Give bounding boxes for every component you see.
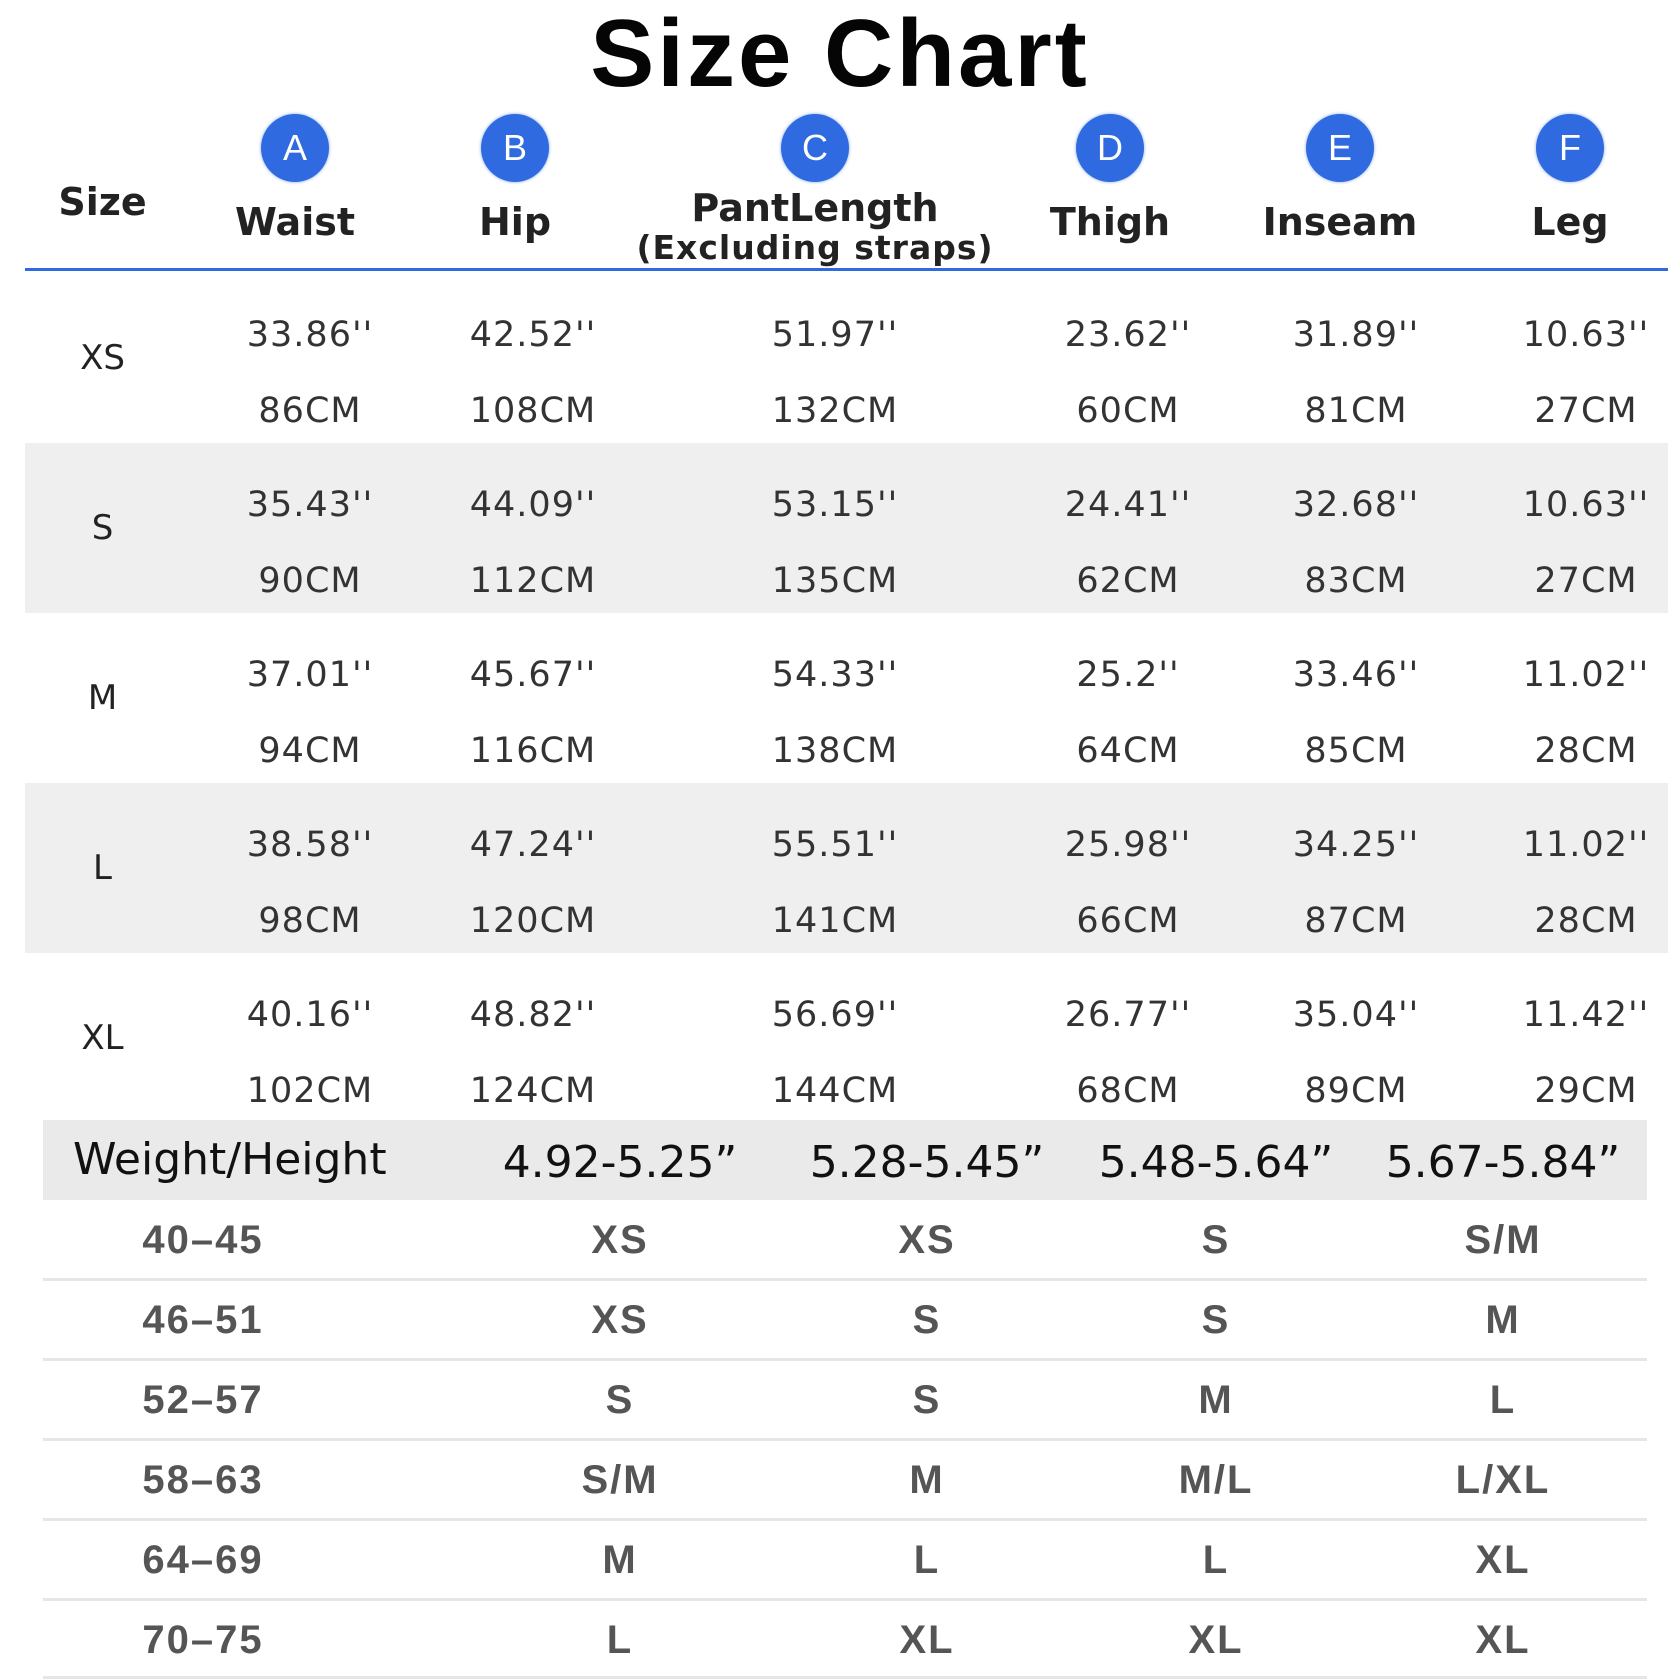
cm-value: 27CM [1534, 561, 1638, 601]
height-range-header: 5.28-5.45” [809, 1137, 1045, 1188]
inch-value: 37.01'' [246, 655, 374, 695]
column-label-inseam: Inseam [1262, 200, 1418, 244]
weight-row [43, 1440, 1647, 1520]
size-label: M [87, 678, 118, 718]
weight-range: 52–57 [142, 1378, 264, 1422]
badge-f-icon: F [1536, 114, 1604, 182]
table-row-xl [25, 953, 1668, 1123]
cm-value: 27CM [1534, 391, 1638, 431]
cm-value: 112CM [469, 561, 597, 601]
size-cell: S [912, 1378, 942, 1422]
table-row-l [25, 783, 1668, 953]
inch-value: 35.43'' [246, 485, 374, 525]
size-cell: M [909, 1458, 945, 1502]
cm-value: 116CM [469, 731, 597, 771]
cm-value: 98CM [258, 901, 362, 941]
cm-value: 87CM [1304, 901, 1408, 941]
cm-value: 66CM [1076, 901, 1180, 941]
size-cell: S/M [581, 1458, 659, 1502]
column-header-leg [1465, 110, 1675, 270]
weight-row [43, 1600, 1647, 1680]
column-label-thigh: Thigh [1049, 200, 1171, 244]
size-cell: S/M [1464, 1218, 1542, 1262]
inch-value: 44.09'' [469, 485, 597, 525]
cm-value: 64CM [1076, 731, 1180, 771]
inch-value: 11.02'' [1522, 655, 1650, 695]
cm-value: 138CM [771, 731, 899, 771]
inch-value: 48.82'' [469, 995, 597, 1035]
cm-value: 141CM [771, 901, 899, 941]
size-label: XS [80, 338, 125, 378]
size-cell: M/L [1178, 1458, 1254, 1502]
inch-value: 33.86'' [246, 315, 374, 355]
table-row-s [25, 443, 1668, 613]
inch-value: 23.62'' [1064, 315, 1192, 355]
size-cell: XS [591, 1218, 649, 1262]
size-cell: XS [898, 1218, 956, 1262]
inch-value: 26.77'' [1064, 995, 1192, 1035]
badge-b-icon: B [481, 114, 549, 182]
inch-value: 32.68'' [1292, 485, 1420, 525]
size-cell: L [1202, 1538, 1230, 1582]
weight-row [43, 1280, 1647, 1360]
size-label: XL [81, 1018, 124, 1058]
cm-value: 135CM [771, 561, 899, 601]
inch-value: 25.2'' [1076, 655, 1180, 695]
size-cell: S [912, 1298, 942, 1342]
cm-value: 81CM [1304, 391, 1408, 431]
column-sublabel-pant-length: (Excluding straps) [636, 228, 994, 267]
inch-value: 45.67'' [469, 655, 597, 695]
inch-value: 24.41'' [1064, 485, 1192, 525]
badge-a-icon: A [261, 114, 329, 182]
column-header-hip [410, 110, 620, 270]
height-range-header: 4.92-5.25” [502, 1137, 738, 1188]
column-label-leg: Leg [1531, 200, 1609, 244]
inch-value: 54.33'' [771, 655, 899, 695]
cm-value: 132CM [771, 391, 899, 431]
weight-range: 46–51 [142, 1298, 264, 1342]
size-cell: S [1201, 1298, 1231, 1342]
column-header-thigh [1005, 110, 1215, 270]
weight-range: 40–45 [142, 1218, 264, 1262]
weight-range: 58–63 [142, 1458, 264, 1502]
inch-value: 55.51'' [771, 825, 899, 865]
inch-value: 10.63'' [1522, 485, 1650, 525]
inch-value: 35.04'' [1292, 995, 1420, 1035]
cm-value: 102CM [246, 1071, 374, 1111]
inch-value: 10.63'' [1522, 315, 1650, 355]
size-label: S [91, 508, 114, 548]
weight-row [43, 1520, 1647, 1600]
cm-value: 60CM [1076, 391, 1180, 431]
weight-range: 64–69 [142, 1538, 264, 1582]
cm-value: 90CM [258, 561, 362, 601]
cm-value: 120CM [469, 901, 597, 941]
size-column-header [25, 110, 180, 270]
inch-value: 51.97'' [771, 315, 899, 355]
table-row-m [25, 613, 1668, 783]
size-cell: S [1201, 1218, 1231, 1262]
badge-e-icon: E [1306, 114, 1374, 182]
inch-value: 11.42'' [1522, 995, 1650, 1035]
size-cell: M [602, 1538, 638, 1582]
cm-value: 89CM [1304, 1071, 1408, 1111]
column-label-hip: Hip [478, 200, 552, 244]
size-cell: XL [899, 1618, 955, 1662]
size-cell: XL [1475, 1618, 1531, 1662]
size-cell: L/XL [1455, 1458, 1551, 1502]
size-cell: M [1485, 1298, 1521, 1342]
inch-value: 42.52'' [469, 315, 597, 355]
column-header-pant-length [620, 110, 1010, 270]
size-cell: S [605, 1378, 635, 1422]
cm-value: 28CM [1534, 731, 1638, 771]
badge-c-icon: C [781, 114, 849, 182]
size-cell: XL [1475, 1538, 1531, 1582]
size-header-label: Size [58, 180, 147, 224]
cm-value: 108CM [469, 391, 597, 431]
row-divider [43, 1676, 1647, 1679]
badge-d-icon: D [1076, 114, 1144, 182]
size-cell: M [1198, 1378, 1234, 1422]
column-header-inseam [1235, 110, 1445, 270]
table-row-xs [25, 273, 1668, 443]
height-range-header: 5.48-5.64” [1098, 1137, 1334, 1188]
header-divider [25, 268, 1668, 271]
inch-value: 25.98'' [1064, 825, 1192, 865]
inch-value: 53.15'' [771, 485, 899, 525]
cm-value: 62CM [1076, 561, 1180, 601]
size-cell: L [913, 1538, 941, 1582]
inch-value: 47.24'' [469, 825, 597, 865]
weight-height-label: Weight/Height [73, 1134, 387, 1185]
cm-value: 94CM [258, 731, 362, 771]
size-cell: L [1489, 1378, 1517, 1422]
weight-row [43, 1200, 1647, 1280]
inch-value: 34.25'' [1292, 825, 1420, 865]
inch-value: 11.02'' [1522, 825, 1650, 865]
cm-value: 85CM [1304, 731, 1408, 771]
inch-value: 33.46'' [1292, 655, 1420, 695]
inch-value: 31.89'' [1292, 315, 1420, 355]
cm-value: 124CM [469, 1071, 597, 1111]
inch-value: 40.16'' [246, 995, 374, 1035]
cm-value: 86CM [258, 391, 362, 431]
cm-value: 68CM [1076, 1071, 1180, 1111]
cm-value: 83CM [1304, 561, 1408, 601]
column-label-waist: Waist [234, 200, 355, 244]
column-header-waist [190, 110, 400, 270]
column-label-pant-length: PantLength [691, 186, 939, 230]
size-label: L [93, 848, 112, 888]
cm-value: 28CM [1534, 901, 1638, 941]
cm-value: 29CM [1534, 1071, 1638, 1111]
inch-value: 56.69'' [771, 995, 899, 1035]
weight-row [43, 1360, 1647, 1440]
page-title: Size Chart [590, 0, 1090, 107]
weight-range: 70–75 [142, 1618, 264, 1662]
size-cell: XL [1188, 1618, 1244, 1662]
height-range-header: 5.67-5.84” [1385, 1137, 1621, 1188]
weight-height-header [43, 1120, 1647, 1200]
inch-value: 38.58'' [246, 825, 374, 865]
size-cell: XS [591, 1298, 649, 1342]
cm-value: 144CM [771, 1071, 899, 1111]
size-cell: L [606, 1618, 634, 1662]
